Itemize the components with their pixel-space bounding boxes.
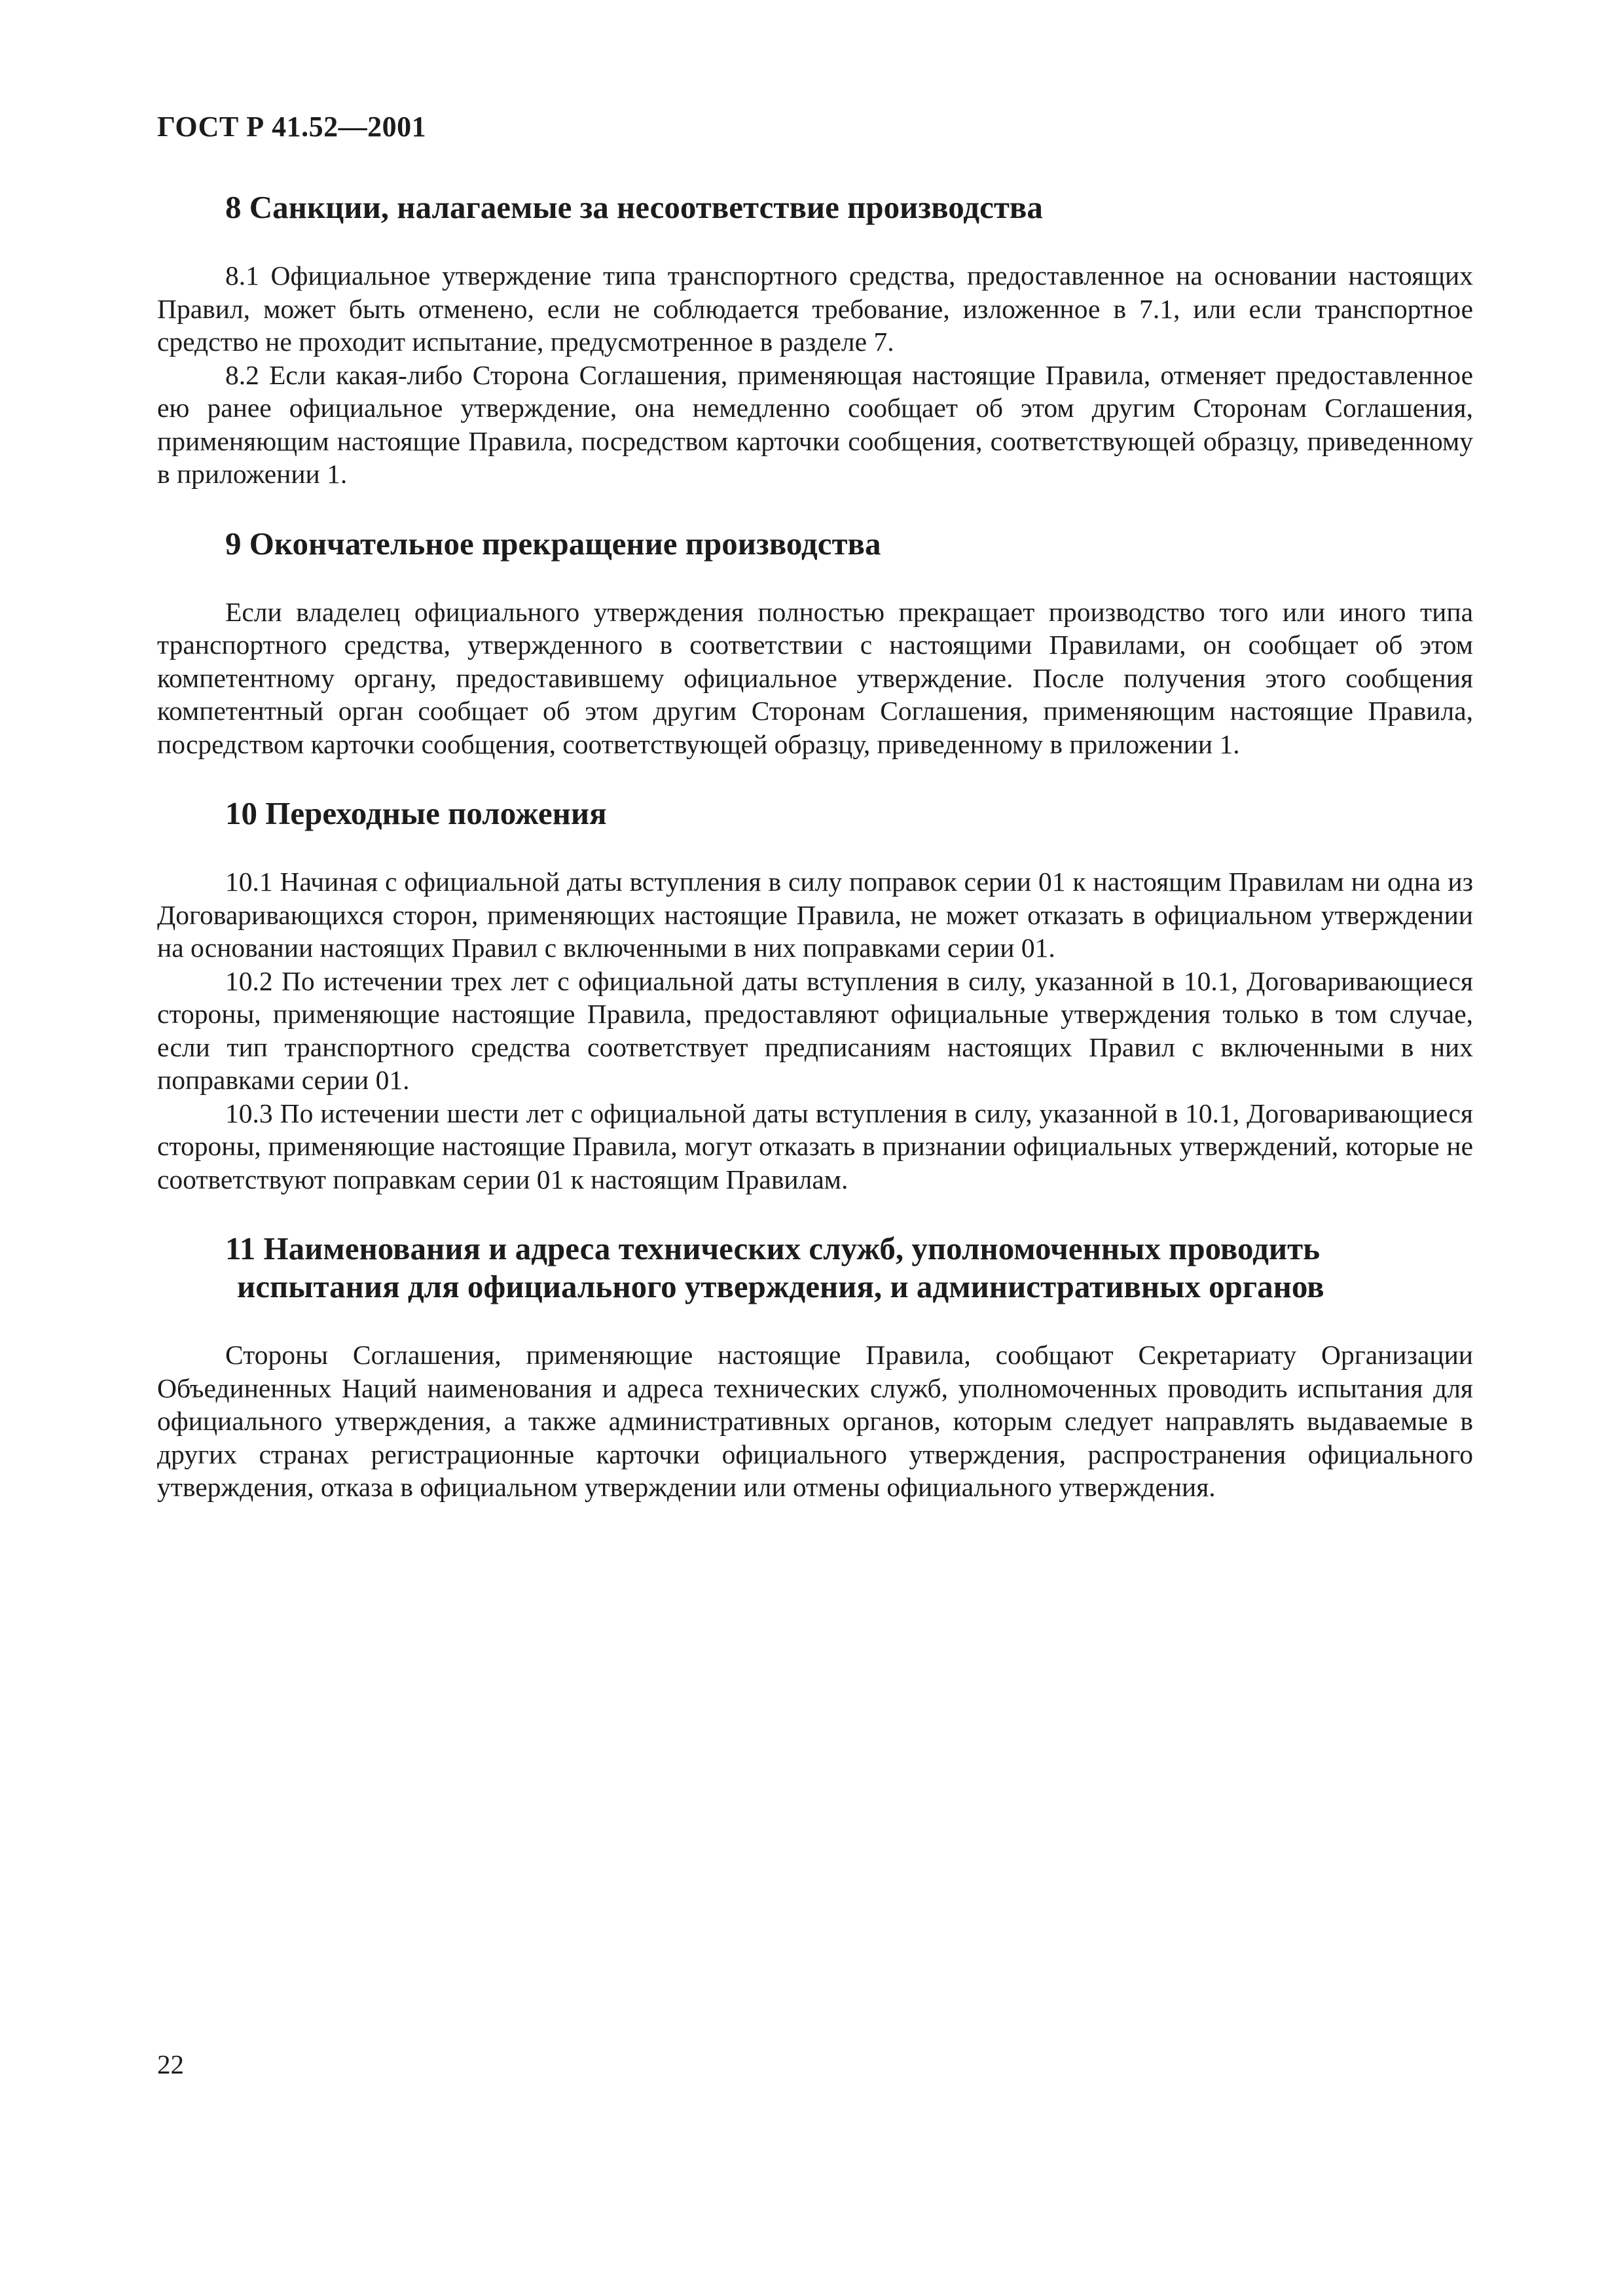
paragraph-8-1: 8.1 Официальное утверждение типа транспортного средства, предоставленное на основании настоящих Правил, может быть отменено, если не соблюдается требование, изложенное в 7.1, или если транспортное средство не проходит испытание, предусмотренное в разделе 7. — [157, 260, 1473, 357]
section-11 — [157, 1230, 1473, 1504]
paragraph-9: Если владелец официального утверждения полностью прекращает производство того или иного типа транспортного средства, утвержденного в соответствии с настоящими Правилами, он сообщает об этом компетентному органу, предоставившему официальное утверждение. После получения этого сообщения компетентный орган сообщает об этом другим Сторонам Соглашения, применяющим настоящие Правила, посредством карточки сообщения, соответствующей образцу, приведенному в приложении 1. — [157, 596, 1473, 759]
section-10 — [157, 795, 1473, 1196]
document-code-header: ГОСТ Р 41.52—2001 — [157, 111, 427, 143]
paragraph-8-2: 8.2 Если какая-либо Сторона Соглашения, применяющая настоящие Правила, отменяет предоставленное ею ранее официальное утверждение, она немедленно сообщает об этом другим Сторонам Соглашения, применяющим настоящие Правила, посредством карточки сообщения, соответствующей образцу, приведенному в приложении 1. — [157, 359, 1473, 489]
paragraph-10-3: 10.3 По истечении шести лет с официальной даты вступления в силу, указанной в 10.1, Договаривающиеся стороны, применяющие настоящие Правила, могут отказать в признании официальных утверждений, которые не соответствуют поправкам серии 01 к настоящим Правилам. — [157, 1098, 1473, 1194]
paragraph-10-2: 10.2 По истечении трех лет с официальной даты вступления в силу, указанной в 10.1, Договаривающиеся стороны, применяющие настоящие Правила, предоставляют официальные утверждения только в том случае, если тип транспортного средства соответствует предписаниям настоящих Правил с включенными в них поправками серии 01. — [157, 965, 1473, 1095]
section-11-title — [157, 1230, 1473, 1306]
section-9-title: 9 Окончательное прекращение производства — [225, 525, 881, 562]
section-8 — [157, 188, 1473, 491]
section-11-title-line2: испытания для официального утверждения, и административных органов — [237, 1268, 1324, 1304]
section-10-title: 10 Переходные положения — [225, 795, 607, 831]
paragraph-10-1: 10.1 Начиная с официальной даты вступления в силу поправок серии 01 к настоящим Правилам ни одна из Договаривающихся сторон, применяющих настоящие Правила, не может отказать в официальном утверждении на основании настоящих Правил с включенными в них поправками серии 01. — [157, 867, 1473, 963]
section-8-title: 8 Санкции, налагаемые за несоответствие производства — [225, 189, 1043, 225]
document-body — [157, 188, 1473, 1538]
page-number: 22 — [157, 2049, 184, 2079]
section-9 — [157, 525, 1473, 761]
paragraph-11: Стороны Соглашения, применяющие настоящие Правила, сообщают Секретариату Организации Объединенных Наций наименования и адреса технических служб, уполномоченных проводить испытания для официального утверждения, а также административных органов, которым следует направлять выдаваемые в других странах регистрационные карточки официального утверждения, распространения официального утверждения, отказа в официальном утверждении или отмены официального утверждения. — [157, 1340, 1473, 1502]
section-11-title-line1: 11 Наименования и адреса технических служб, уполномоченных проводить — [225, 1230, 1321, 1266]
